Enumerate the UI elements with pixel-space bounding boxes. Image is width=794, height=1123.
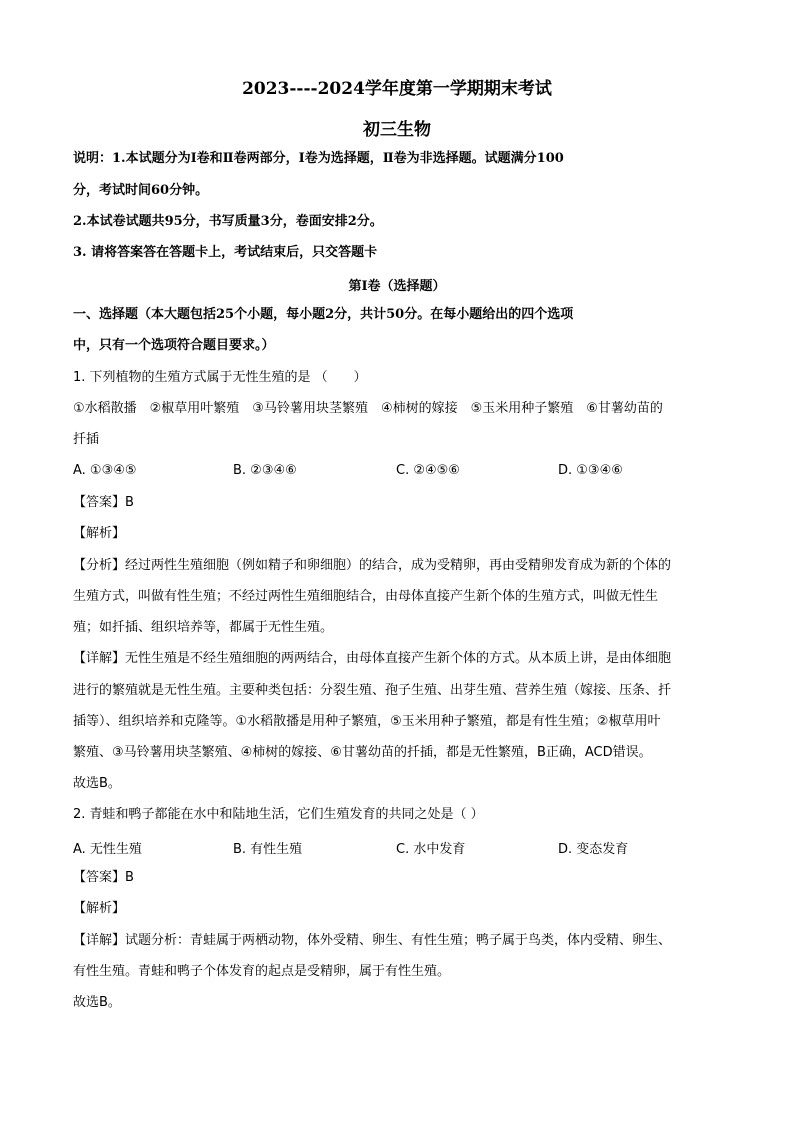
question-2-xiangjie-line-1: [73, 932, 723, 950]
fenxi-tag: 【分析】: [73, 558, 126, 573]
instruction-line-2: 分，考试时间60分钟。: [73, 183, 209, 198]
instruction-line-4: 3. 请将答案答在答题卡上，考试结束后，只交答题卡: [73, 245, 378, 260]
question-1-stem: 1. 下列植物的生殖方式属于无性生殖的是 （ ）: [73, 370, 367, 385]
question-1-xiangjie-line-1: [73, 650, 723, 668]
question-1-option-b: B. ②③④⑥: [233, 463, 297, 478]
answer-value: B: [125, 870, 134, 885]
answer-value: B: [125, 495, 134, 510]
question-1-xiangjie-line-4: 繁殖、③马铃薯用块茎繁殖、④柿树的嫁接、⑥甘薯幼苗的扦插，都是无性繁殖，B正确，ACD错误。: [73, 745, 652, 760]
question-1-fenxi-line-2: 生殖方式，叫做有性生殖；不经过两性生殖细胞结合，由母体直接产生新个体的生殖方式，叫做无性生: [73, 589, 659, 604]
question-1-fenxi-line-3: 殖；如扦插、组织培养等，都属于无性生殖。: [73, 620, 334, 635]
question-1-conclusion: 故选B。: [73, 776, 121, 791]
question-2-option-a: A. 无性生殖: [73, 842, 142, 857]
instruction-line-1: 说明：1.本试题分为Ⅰ卷和Ⅱ卷两部分，Ⅰ卷为选择题，Ⅱ卷为非选择题。试题满分100: [73, 151, 564, 166]
question-2-conclusion: 故选B。: [73, 995, 121, 1010]
question-2-option-c: C. 水中发育: [396, 842, 466, 857]
question-1-option-c: C. ②④⑤⑥: [396, 463, 460, 478]
question-1-xiangjie-line-2: 进行的繁殖就是无性生殖。主要种类包括：分裂生殖、孢子生殖、出芽生殖、营养生殖（嫁接、压条、扦: [73, 683, 672, 698]
question-2-stem: 2. 青蛙和鸭子都能在水中和陆地生活，它们生殖发育的共同之处是（ ）: [73, 807, 484, 822]
answer-tag: 【答案】: [73, 495, 126, 510]
question-1-option-a: A. ①③④⑤: [73, 463, 137, 478]
question-1-items-line-2: 扦插: [73, 432, 100, 447]
question-2-option-b: B. 有性生殖: [233, 842, 303, 857]
answer-tag: 【答案】: [73, 870, 126, 885]
question-1-analysis-tag: 【解析】: [73, 526, 126, 541]
question-1-xiangjie-line-3: 插等）、组织培养和克隆等。①水稻散播是用种子繁殖，⑤玉米用种子繁殖，都是有性生殖；②椒草用叶: [73, 714, 661, 729]
question-1-fenxi-line-1: [73, 557, 723, 575]
xiangjie-text: 试题分析：青蛙属于两栖动物，体外受精、卵生、有性生殖；鸭子属于鸟类，体内受精、卵生、: [125, 933, 672, 948]
fenxi-text: 经过两性生殖细胞（例如精子和卵细胞）的结合，成为受精卵，再由受精卵发育成为新的个体的: [125, 558, 672, 573]
section-description-line-1: 一、选择题（本大题包括25个小题，每小题2分，共计50分。在每小题给出的四个选项: [73, 307, 574, 322]
section-description-line-2: 中，只有一个选项符合题目要求。）: [73, 338, 275, 353]
xiangjie-tag: 【详解】: [73, 933, 126, 948]
question-2-option-d: D. 变态发育: [558, 842, 629, 857]
question-1-option-d: D. ①③④⑥: [558, 463, 623, 478]
question-2-xiangjie-line-2: 有性生殖。青蛙和鸭子个体发育的起点是受精卵，属于有性生殖。: [73, 964, 451, 979]
xiangjie-text: 无性生殖是不经生殖细胞的两两结合，由母体直接产生新个体的方式。从本质上讲，是由体细胞: [125, 651, 672, 666]
question-1-answer: [73, 494, 723, 512]
instruction-line-3: 2.本试卷试题共95分，书写质量3分，卷面安排2分。: [73, 214, 383, 229]
exam-title: 2023----2024学年度第一学期期末考试: [242, 79, 552, 99]
question-2-answer: [73, 869, 723, 887]
question-1-items-line-1: ①水稻散播 ②椒草用叶繁殖 ③马铃薯用块茎繁殖 ④柿树的嫁接 ⑤玉米用种子繁殖 ⑥甘薯幼苗的: [73, 401, 663, 416]
xiangjie-tag: 【详解】: [73, 651, 126, 666]
section-heading: 第Ⅰ卷（选择题）: [348, 279, 446, 294]
question-2-analysis-tag: 【解析】: [73, 901, 126, 916]
exam-subject: 初三生物: [363, 120, 431, 140]
